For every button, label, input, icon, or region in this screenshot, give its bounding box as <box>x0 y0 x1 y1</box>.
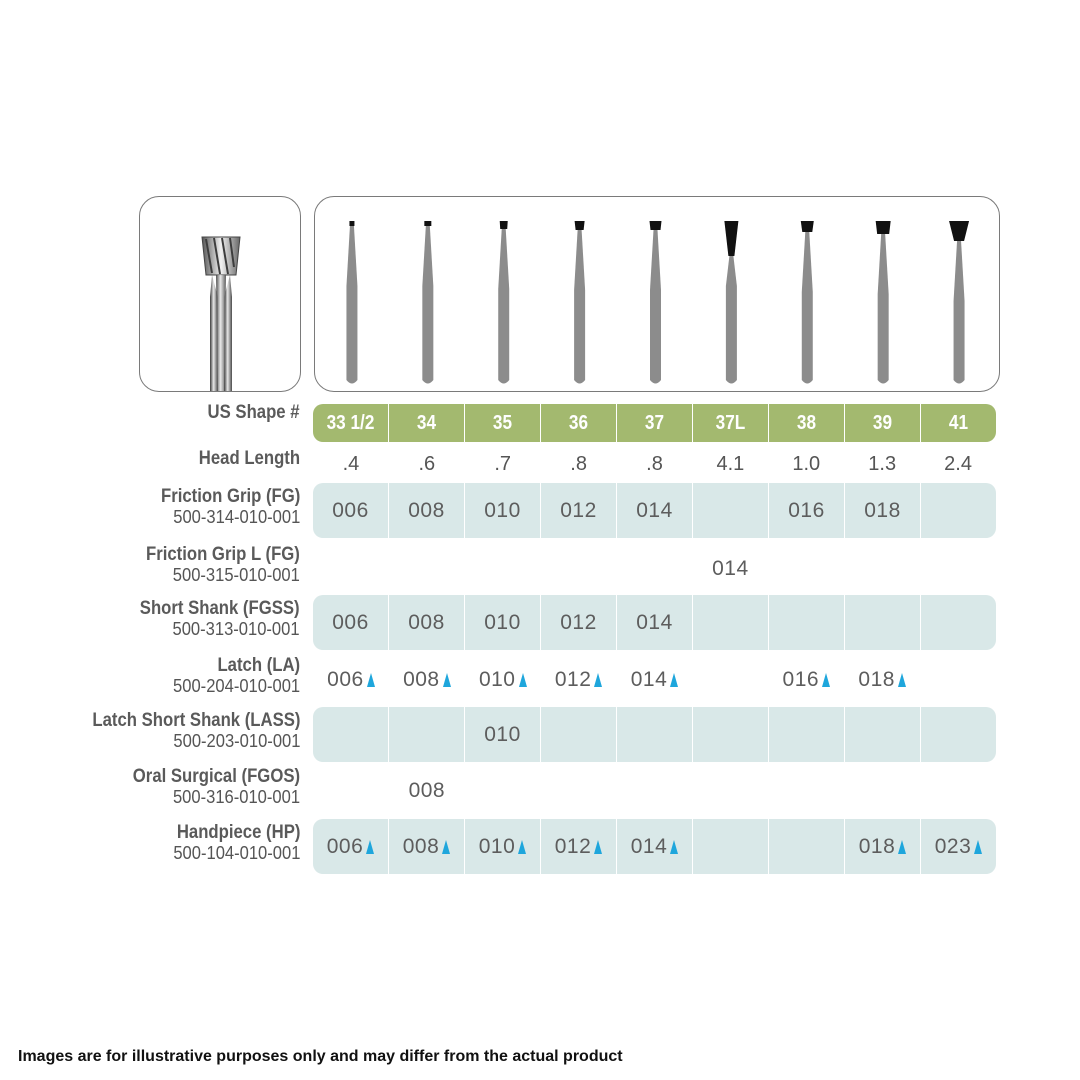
size-cell <box>313 483 388 538</box>
product-photo <box>139 196 301 392</box>
size-cell <box>465 652 541 707</box>
size-cell <box>844 819 920 874</box>
size-value: 014 <box>712 556 749 580</box>
size-value: 010 <box>484 722 521 746</box>
row-part-code: 500-204-010-001 <box>172 676 300 696</box>
size-cell <box>920 541 996 596</box>
size-cell <box>617 541 693 596</box>
inverted-cone-bur-photo <box>140 197 300 391</box>
shape-separator <box>540 404 541 442</box>
size-cell <box>616 819 692 874</box>
size-cell <box>844 707 920 762</box>
size-cell <box>692 541 768 596</box>
size-cell <box>920 707 996 762</box>
blue-triangle-icon <box>898 673 906 687</box>
size-cell <box>617 763 693 818</box>
shape-number: 35 <box>492 411 513 434</box>
size-value: 008 <box>403 667 440 691</box>
size-value: 018 <box>858 834 896 858</box>
size-cell <box>617 652 693 707</box>
row-label <box>142 486 300 528</box>
row-title: Handpiece (HP) <box>176 822 300 843</box>
size-cell <box>388 595 464 650</box>
shape-number: 41 <box>948 411 969 434</box>
row-part-code: 500-316-010-001 <box>172 787 300 807</box>
row-title: Friction Grip (FG) <box>160 486 300 507</box>
size-value: 006 <box>326 834 364 858</box>
size-cell <box>540 483 616 538</box>
shape-separator <box>692 404 693 442</box>
size-value: 012 <box>554 834 592 858</box>
head-length-value: 4.1 <box>716 452 745 475</box>
blue-triangle-icon <box>442 840 450 854</box>
shape-separator <box>388 404 389 442</box>
size-cell <box>541 763 617 818</box>
size-cell <box>389 541 465 596</box>
size-cell <box>313 595 388 650</box>
blue-triangle-icon <box>670 840 678 854</box>
bur-silhouette-icon <box>876 221 891 384</box>
row-label <box>162 655 300 697</box>
shape-number: 39 <box>872 411 893 434</box>
size-value: 010 <box>484 498 521 522</box>
head-length-value: .7 <box>494 452 512 475</box>
size-cell <box>768 541 844 596</box>
size-value: 016 <box>788 498 825 522</box>
blue-triangle-icon <box>367 673 375 687</box>
us-shape-bar <box>313 404 996 442</box>
size-row <box>313 595 996 650</box>
blue-triangle-icon <box>366 840 374 854</box>
size-value: 016 <box>782 667 820 691</box>
size-value: 018 <box>864 498 901 522</box>
size-row <box>313 541 996 596</box>
row-title: Friction Grip L (FG) <box>146 544 300 565</box>
size-row <box>313 652 996 707</box>
shape-separator <box>464 404 465 442</box>
shape-number: 33 1/2 <box>326 411 375 434</box>
blue-triangle-icon <box>898 840 906 854</box>
head-length-value: .6 <box>418 452 436 475</box>
row-title: Oral Surgical (FGOS) <box>132 766 300 787</box>
size-cell <box>540 595 616 650</box>
shape-number: 37 <box>644 411 665 434</box>
size-cell <box>768 819 844 874</box>
size-cell <box>692 819 768 874</box>
size-cell <box>920 763 996 818</box>
size-value: 008 <box>408 610 445 634</box>
size-cell <box>464 595 540 650</box>
size-cell <box>464 819 540 874</box>
size-cell <box>464 707 540 762</box>
shape-number: 34 <box>416 411 437 434</box>
size-value: 006 <box>327 667 364 691</box>
size-cell <box>465 541 541 596</box>
row-label <box>64 710 300 752</box>
size-value: 012 <box>560 498 597 522</box>
size-value: 010 <box>478 667 516 691</box>
row-title: Short Shank (FGSS) <box>140 598 300 619</box>
shape-number: 38 <box>796 411 817 434</box>
blue-triangle-icon <box>974 840 982 854</box>
size-row <box>313 763 996 818</box>
row-label <box>125 544 300 586</box>
size-cell <box>844 541 920 596</box>
head-length-value: .8 <box>646 452 663 475</box>
head-length-value: .4 <box>342 452 360 475</box>
blue-triangle-icon <box>594 673 602 687</box>
size-cell <box>540 707 616 762</box>
bur-silhouette-icon <box>498 221 509 384</box>
size-cell <box>389 763 465 818</box>
size-cell <box>464 483 540 538</box>
size-cell <box>616 707 692 762</box>
size-cell <box>313 541 389 596</box>
row-part-code: 500-314-010-001 <box>172 507 300 527</box>
size-cell <box>692 763 768 818</box>
size-cell <box>920 652 996 707</box>
size-cell <box>844 483 920 538</box>
size-cell <box>616 483 692 538</box>
size-row <box>313 819 996 874</box>
size-cell <box>768 483 844 538</box>
blue-triangle-icon <box>670 673 678 687</box>
head-length-value: .8 <box>570 452 587 475</box>
size-value: 012 <box>560 610 597 634</box>
size-cell <box>313 819 388 874</box>
size-value: 008 <box>408 498 445 522</box>
size-row <box>313 483 996 538</box>
row-title: Latch (LA) <box>217 655 300 676</box>
size-cell <box>313 707 388 762</box>
bur-silhouette-icon <box>574 221 585 384</box>
blue-triangle-icon <box>594 840 602 854</box>
size-row <box>313 707 996 762</box>
size-cell <box>692 707 768 762</box>
blue-triangle-icon <box>822 673 830 687</box>
size-cell <box>920 819 996 874</box>
head-length-row <box>313 450 996 478</box>
size-value: 006 <box>332 498 369 522</box>
size-cell <box>388 707 464 762</box>
row-part-code: 500-104-010-001 <box>172 843 300 863</box>
head-length-value: 1.0 <box>792 452 821 475</box>
size-cell <box>616 595 692 650</box>
size-value: 012 <box>554 667 592 691</box>
head-length-value: 2.4 <box>944 452 972 475</box>
size-cell <box>692 595 768 650</box>
size-cell <box>768 707 844 762</box>
shape-separator <box>920 404 921 442</box>
size-value: 010 <box>478 834 516 858</box>
size-value: 008 <box>408 778 446 802</box>
row-label <box>160 822 300 864</box>
row-label <box>118 598 300 640</box>
size-cell <box>844 763 920 818</box>
size-cell <box>768 652 844 707</box>
size-cell <box>313 763 389 818</box>
bur-silhouette-icon <box>346 221 357 384</box>
size-cell <box>768 763 844 818</box>
size-cell <box>313 652 389 707</box>
size-value: 014 <box>630 834 668 858</box>
size-cell <box>844 595 920 650</box>
size-value: 023 <box>934 834 972 858</box>
size-cell <box>692 652 768 707</box>
size-cell <box>844 652 920 707</box>
row-label <box>110 766 300 808</box>
shape-number: 36 <box>568 411 589 434</box>
bur-silhouette-icon <box>724 221 738 384</box>
blue-triangle-icon <box>519 673 527 687</box>
size-value: 006 <box>332 610 369 634</box>
head-length-value: 1.3 <box>868 452 897 475</box>
blue-triangle-icon <box>443 673 451 687</box>
size-cell <box>388 819 464 874</box>
size-cell <box>692 483 768 538</box>
bur-silhouette-icon <box>422 221 433 384</box>
size-value: 014 <box>630 667 668 691</box>
row-part-code: 500-203-010-001 <box>172 731 300 751</box>
us-shape-label: US Shape # <box>207 402 300 423</box>
size-cell <box>388 483 464 538</box>
bur-silhouettes <box>315 197 999 391</box>
row-part-code: 500-313-010-001 <box>172 619 300 639</box>
size-cell <box>541 652 617 707</box>
size-cell <box>465 763 541 818</box>
shape-separator <box>616 404 617 442</box>
size-value: 014 <box>636 498 673 522</box>
bur-silhouette-icon <box>650 221 662 384</box>
row-title: Latch Short Shank (LASS) <box>91 710 300 731</box>
size-value: 008 <box>402 834 440 858</box>
blue-triangle-icon <box>518 840 526 854</box>
bur-silhouette-icon <box>949 221 969 384</box>
size-value: 014 <box>636 610 673 634</box>
bur-shapes-panel <box>314 196 1000 392</box>
shape-separator <box>844 404 845 442</box>
size-cell <box>540 819 616 874</box>
disclaimer-footer: Images are for illustrative purposes only and may differ from the actual product <box>18 1048 623 1065</box>
head-length-label: Head Length <box>198 448 300 469</box>
size-cell <box>920 595 996 650</box>
size-cell <box>920 483 996 538</box>
shape-separator <box>768 404 769 442</box>
size-cell <box>768 595 844 650</box>
shape-number: 37L <box>715 411 746 434</box>
size-cell <box>389 652 465 707</box>
size-value: 018 <box>858 667 895 691</box>
size-cell <box>541 541 617 596</box>
bur-silhouette-icon <box>801 221 814 384</box>
row-part-code: 500-315-010-001 <box>172 565 300 585</box>
size-value: 010 <box>484 610 521 634</box>
